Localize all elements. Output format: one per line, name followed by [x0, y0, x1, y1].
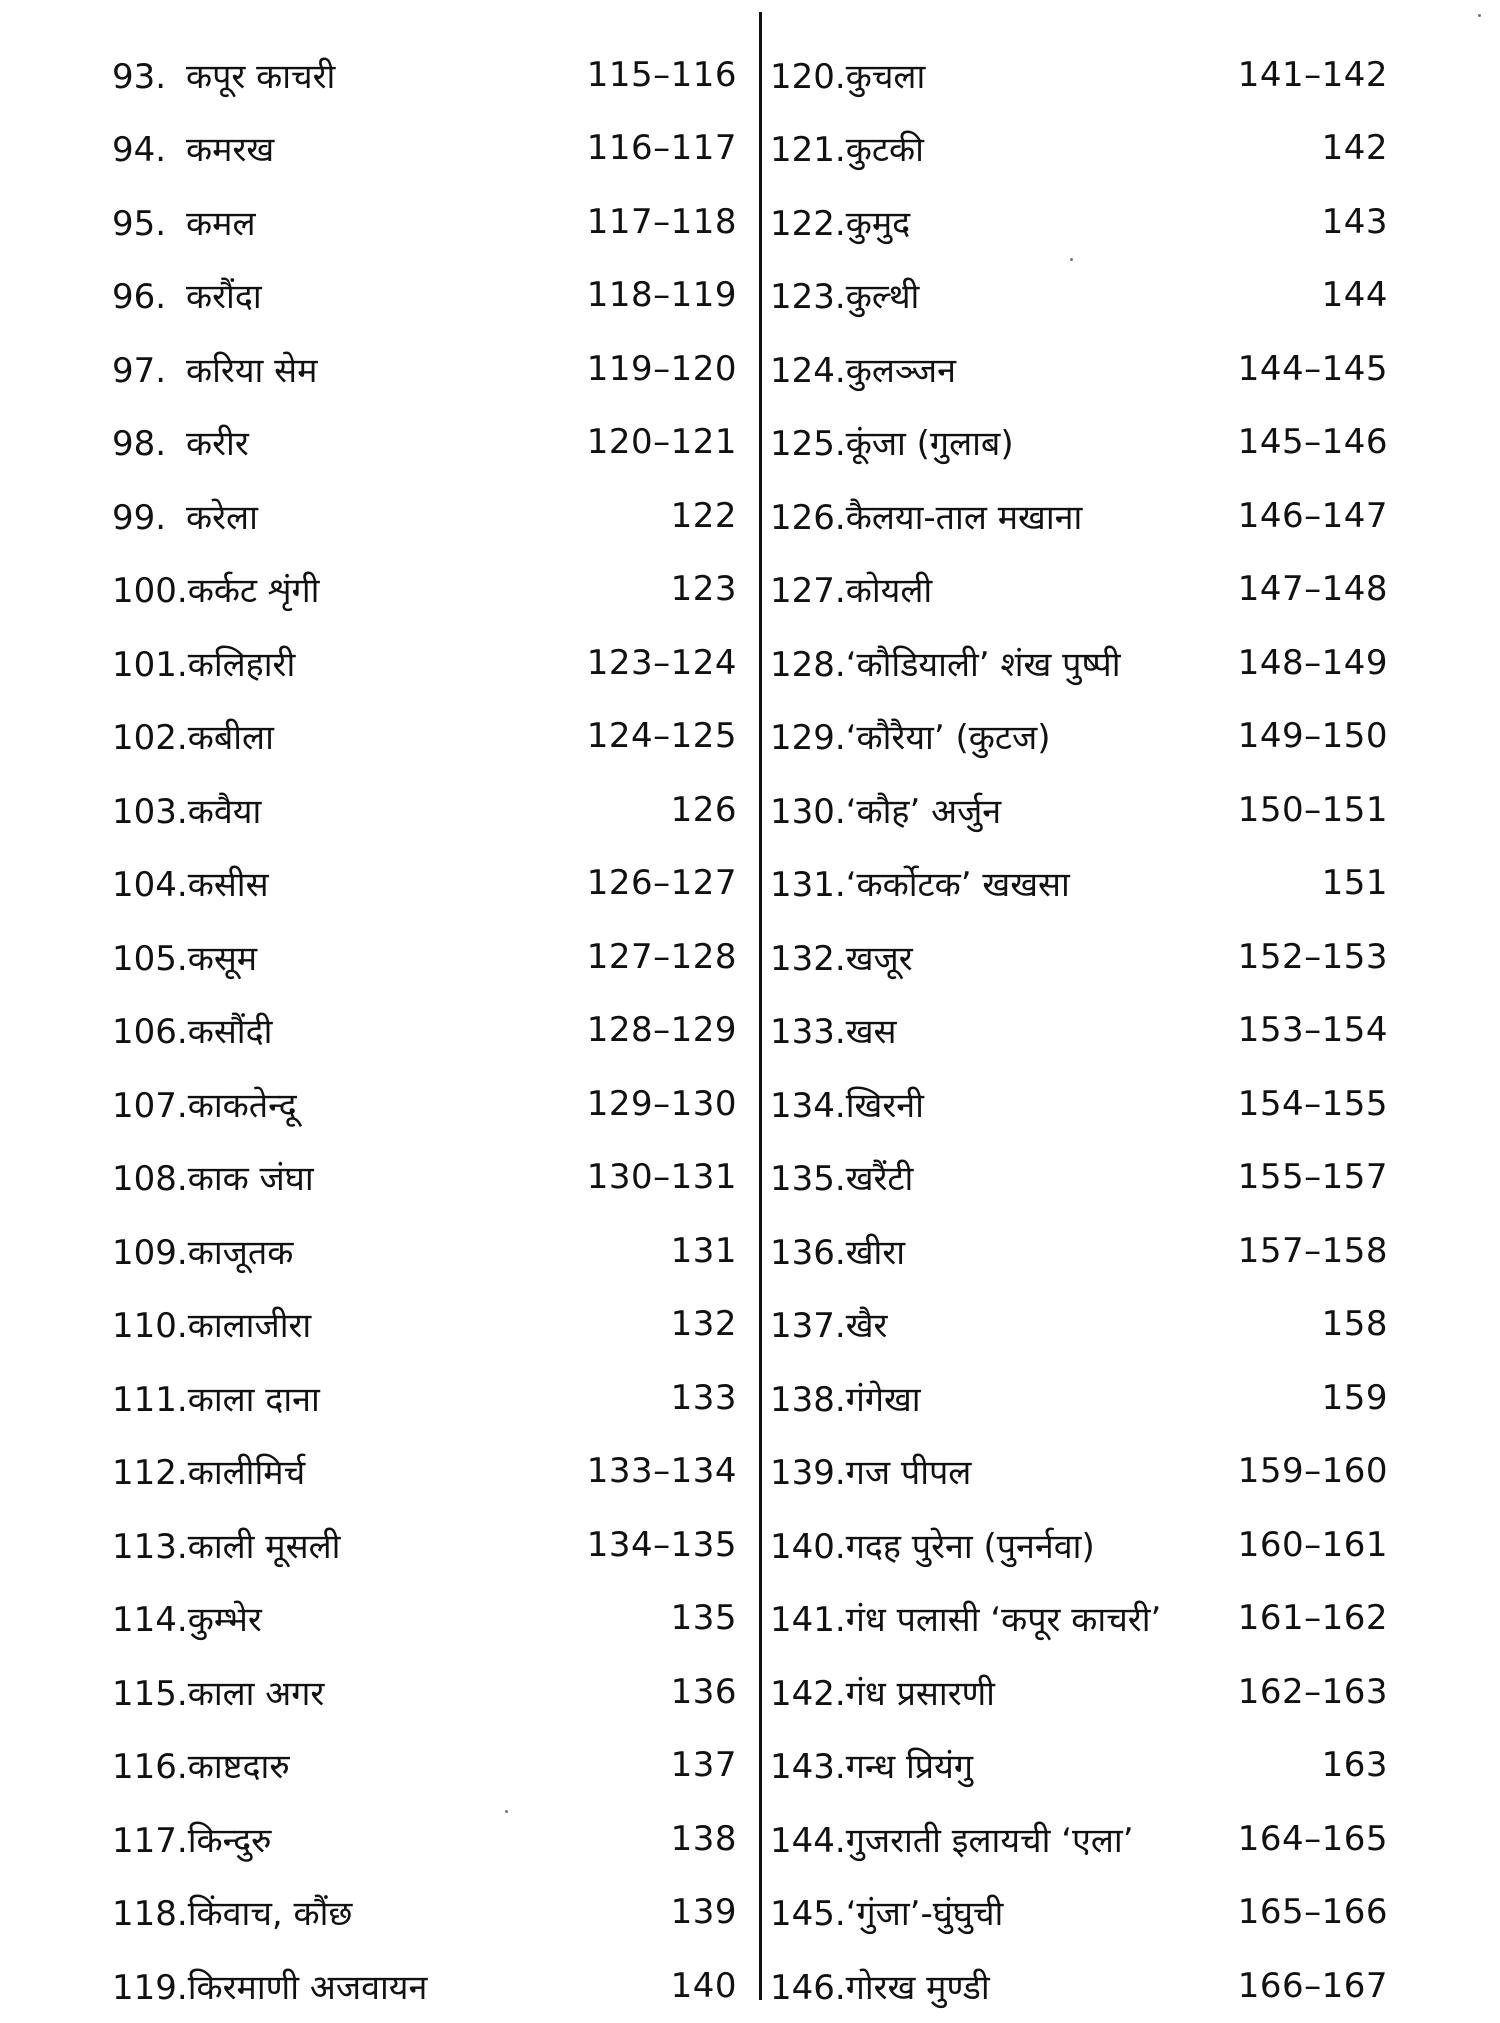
entry-name: कुम्भेर	[187, 1600, 262, 1641]
entry-number: 110.	[112, 1306, 188, 1347]
entry-title	[112, 419, 249, 465]
entry-title	[112, 787, 261, 833]
entry-number: 125.	[770, 424, 846, 465]
entry-name: किंवाच, कौंछ	[187, 1894, 353, 1935]
entry-number: 117.	[112, 1820, 188, 1861]
index-entry	[112, 626, 737, 700]
entry-number: 123.	[770, 277, 846, 318]
entry-number: 131.	[770, 865, 846, 906]
entry-name: कालाजीरा	[187, 1306, 312, 1347]
entry-title	[770, 1081, 924, 1127]
scan-speck	[1070, 258, 1073, 261]
index-entry	[770, 553, 1388, 627]
entry-number: 130.	[770, 791, 846, 832]
entry-name: कसीस	[187, 865, 269, 906]
index-entry	[112, 1288, 737, 1362]
index-entry	[112, 259, 737, 333]
index-entry	[112, 479, 737, 553]
left-index-column	[112, 38, 737, 2023]
entry-name: कूंजा (गुलाब)	[845, 424, 1014, 465]
entry-pages: 120–121	[586, 422, 737, 463]
index-entry	[770, 112, 1388, 186]
index-entry	[770, 1435, 1388, 1509]
entry-pages: 165–166	[1237, 1892, 1388, 1933]
entry-name: काजूतक	[187, 1232, 294, 1273]
entry-name: किरमाणी अजवायन	[187, 1967, 428, 2008]
index-entry	[770, 994, 1388, 1068]
entry-number: 102.	[112, 718, 188, 759]
entry-number: 137.	[770, 1306, 846, 1347]
entry-pages: 159	[1321, 1377, 1388, 1418]
entry-number: 145.	[770, 1894, 846, 1935]
entry-name: खैर	[845, 1306, 888, 1347]
entry-number: 115.	[112, 1673, 188, 1714]
entry-title	[112, 1081, 297, 1127]
entry-number: 98.	[112, 424, 167, 465]
entry-pages: 154–155	[1237, 1083, 1388, 1124]
entry-pages: 153–154	[1237, 1010, 1388, 1051]
entry-name: किन्दुरु	[187, 1820, 272, 1861]
index-entry	[770, 700, 1388, 774]
column-divider	[759, 12, 762, 2000]
entry-name: खीरा	[845, 1232, 906, 1273]
entry-pages: 124–125	[586, 716, 737, 757]
entry-number: 124.	[770, 350, 846, 391]
entry-pages: 122	[670, 495, 737, 536]
entry-number: 126.	[770, 497, 846, 538]
entry-pages: 155–157	[1237, 1157, 1388, 1198]
entry-title	[770, 640, 1121, 686]
index-entry	[112, 38, 737, 112]
index-entry	[770, 1214, 1388, 1288]
entry-pages: 119–120	[586, 348, 737, 389]
index-entry	[112, 1729, 737, 1803]
entry-title	[112, 125, 274, 171]
entry-number: 103.	[112, 791, 188, 832]
entry-title	[112, 1595, 262, 1641]
index-entry	[770, 1141, 1388, 1215]
index-entry	[112, 1361, 737, 1435]
entry-name: ‘गुंजा’-घुंघुची	[845, 1894, 1004, 1935]
entry-title	[770, 52, 925, 98]
entry-title	[770, 125, 924, 171]
index-entry	[770, 1288, 1388, 1362]
entry-pages: 131	[670, 1230, 737, 1271]
entry-title	[770, 1963, 990, 2009]
entry-title	[112, 272, 262, 318]
entry-title	[112, 934, 257, 980]
entry-title	[770, 1816, 1134, 1862]
entry-pages: 134–135	[586, 1524, 737, 1565]
entry-pages: 133	[670, 1377, 737, 1418]
entry-number: 96.	[112, 277, 167, 318]
entry-number: 101.	[112, 644, 188, 685]
index-entry	[770, 1876, 1388, 1950]
entry-pages: 163	[1321, 1745, 1388, 1786]
entry-title	[770, 1889, 1003, 1935]
index-entry	[770, 847, 1388, 921]
entry-name: खरैंटी	[845, 1159, 914, 1200]
entry-pages: 145–146	[1237, 422, 1388, 463]
index-entry	[112, 1067, 737, 1141]
entry-name: कसौंदी	[187, 1012, 273, 1053]
entry-number: 132.	[770, 938, 846, 979]
entry-number: 97.	[112, 350, 167, 391]
entry-pages: 123	[670, 569, 737, 610]
entry-pages: 152–153	[1237, 936, 1388, 977]
entry-number: 108.	[112, 1159, 188, 1200]
entry-pages: 147–148	[1237, 569, 1388, 610]
entry-name: कर्कट शृंगी	[187, 571, 320, 612]
entry-number: 122.	[770, 203, 846, 244]
entry-number: 105.	[112, 938, 188, 979]
index-entry	[112, 406, 737, 480]
entry-name: गोरख मुण्डी	[845, 1967, 990, 2008]
entry-title	[770, 1154, 913, 1200]
entry-title	[770, 1007, 897, 1053]
entry-pages: 141–142	[1237, 54, 1388, 95]
entry-name: कुचला	[845, 56, 926, 97]
entry-name: गंध प्रसारणी	[845, 1673, 995, 1714]
index-entry	[770, 406, 1388, 480]
entry-pages: 166–167	[1237, 1965, 1388, 2006]
entry-number: 144.	[770, 1820, 846, 1861]
entry-name: कुटकी	[845, 130, 924, 171]
entry-name: ‘कर्कोटक’ खखसा	[845, 865, 1070, 906]
entry-number: 136.	[770, 1232, 846, 1273]
entry-title	[112, 1301, 311, 1347]
entry-pages: 148–149	[1237, 642, 1388, 683]
entry-title	[770, 199, 910, 245]
index-entry	[770, 1802, 1388, 1876]
entry-pages: 132	[670, 1304, 737, 1345]
entry-number: 111.	[112, 1379, 188, 1420]
entry-title	[770, 860, 1070, 906]
entry-title	[112, 640, 295, 686]
entry-name: काली मूसली	[187, 1526, 341, 1567]
index-entry	[112, 1802, 737, 1876]
index-entry	[770, 1655, 1388, 1729]
entry-number: 106.	[112, 1012, 188, 1053]
entry-number: 142.	[770, 1673, 846, 1714]
entry-title	[770, 1375, 921, 1421]
entry-title	[112, 1742, 290, 1788]
entry-name: गदह पुरेना (पुनर्नवा)	[845, 1526, 1095, 1567]
index-entry	[112, 553, 737, 627]
entry-title	[112, 1448, 305, 1494]
index-entry	[112, 1582, 737, 1656]
entry-title	[112, 52, 335, 98]
entry-name: गुजराती इलायची ‘एला’	[845, 1820, 1134, 1861]
index-entry	[770, 259, 1388, 333]
entry-number: 146.	[770, 1967, 846, 2008]
entry-title	[770, 1228, 905, 1274]
entry-pages: 135	[670, 1598, 737, 1639]
entry-name: कमरख	[186, 130, 275, 171]
entry-number: 116.	[112, 1747, 188, 1788]
entry-title	[770, 1595, 1161, 1641]
entry-number: 140.	[770, 1526, 846, 1567]
entry-pages: 157–158	[1237, 1230, 1388, 1271]
index-entry	[770, 773, 1388, 847]
index-entry	[112, 332, 737, 406]
entry-pages: 160–161	[1237, 1524, 1388, 1565]
scan-speck	[505, 1810, 508, 1813]
entry-pages: 118–119	[586, 275, 737, 316]
entry-pages: 126–127	[586, 863, 737, 904]
index-entry	[112, 1508, 737, 1582]
entry-name: खस	[845, 1012, 897, 1053]
entry-pages: 146–147	[1237, 495, 1388, 536]
entry-name: ‘कौडियाली’ शंख पुष्पी	[845, 644, 1121, 685]
entry-pages: 143	[1321, 201, 1388, 242]
entry-name: करिया सेम	[186, 350, 318, 391]
entry-name: खजूर	[845, 938, 913, 979]
entry-pages: 142	[1321, 128, 1388, 169]
entry-name: गन्ध प्रियंगु	[845, 1747, 973, 1788]
entry-number: 107.	[112, 1085, 188, 1126]
entry-pages: 126	[670, 789, 737, 830]
entry-title	[770, 1522, 1095, 1568]
entry-title	[112, 1154, 314, 1200]
entry-name: काक जंघा	[187, 1159, 314, 1200]
entry-number: 128.	[770, 644, 846, 685]
entry-title	[770, 713, 1050, 759]
entry-title	[112, 1889, 352, 1935]
index-entry	[112, 920, 737, 994]
entry-number: 120.	[770, 56, 846, 97]
index-entry	[112, 700, 737, 774]
entry-name: कुमुद	[845, 203, 911, 244]
entry-title	[770, 1742, 973, 1788]
index-entry	[112, 773, 737, 847]
entry-name: करीर	[186, 424, 249, 465]
entry-name: ‘कौह’ अर्जुन	[845, 791, 1002, 832]
index-entry	[770, 1949, 1388, 2023]
index-entry	[770, 38, 1388, 112]
entry-pages: 123–124	[586, 642, 737, 683]
entry-title	[770, 493, 1082, 539]
entry-pages: 144–145	[1237, 348, 1388, 389]
entry-number: 95.	[112, 203, 167, 244]
index-entry	[770, 1067, 1388, 1141]
entry-name: कपूर काचरी	[186, 56, 336, 97]
scan-speck	[1478, 14, 1481, 17]
entry-title	[112, 1963, 427, 2009]
entry-name: कमल	[186, 203, 256, 244]
entry-number: 139.	[770, 1453, 846, 1494]
entry-number: 129.	[770, 718, 846, 759]
entry-title	[770, 934, 913, 980]
entry-number: 134.	[770, 1085, 846, 1126]
entry-number: 100.	[112, 571, 188, 612]
entry-title	[112, 346, 317, 392]
entry-name: कैलया-ताल मखाना	[845, 497, 1083, 538]
index-entry	[770, 1582, 1388, 1656]
entry-number: 113.	[112, 1526, 188, 1567]
index-entry	[112, 1435, 737, 1509]
entry-number: 94.	[112, 130, 167, 171]
right-index-column	[770, 38, 1388, 2023]
entry-title	[770, 419, 1014, 465]
entry-title	[112, 1375, 320, 1421]
index-entry	[112, 994, 737, 1068]
entry-title	[112, 566, 319, 612]
index-entry	[770, 1508, 1388, 1582]
index-entry	[770, 185, 1388, 259]
entry-title	[112, 1669, 324, 1715]
index-entry	[770, 332, 1388, 406]
entry-name: गंगेखा	[845, 1379, 921, 1420]
entry-pages: 161–162	[1237, 1598, 1388, 1639]
entry-pages: 151	[1321, 863, 1388, 904]
entry-number: 114.	[112, 1600, 188, 1641]
entry-title	[770, 566, 932, 612]
entry-pages: 144	[1321, 275, 1388, 316]
entry-title	[112, 1007, 272, 1053]
index-entry	[770, 479, 1388, 553]
index-entry	[112, 185, 737, 259]
entry-title	[112, 1522, 340, 1568]
entry-name: खिरनी	[845, 1085, 924, 1126]
entry-number: 138.	[770, 1379, 846, 1420]
entry-title	[770, 346, 956, 392]
entry-title	[770, 787, 1001, 833]
entry-name: गंध पलासी ‘कपूर काचरी’	[845, 1600, 1162, 1641]
entry-title	[112, 493, 258, 539]
entry-title	[112, 713, 274, 759]
entry-name: काकतेन्दू	[187, 1085, 297, 1126]
entry-name: कुलञ्जन	[845, 350, 956, 391]
entry-pages: 129–130	[586, 1083, 737, 1124]
entry-pages: 137	[670, 1745, 737, 1786]
entry-pages: 139	[670, 1892, 737, 1933]
entry-number: 104.	[112, 865, 188, 906]
entry-title	[770, 1448, 971, 1494]
entry-title	[770, 1669, 995, 1715]
entry-pages: 150–151	[1237, 789, 1388, 830]
entry-name: गज पीपल	[845, 1453, 972, 1494]
entry-pages: 158	[1321, 1304, 1388, 1345]
entry-pages: 138	[670, 1818, 737, 1859]
entry-name: काष्टदारु	[187, 1747, 290, 1788]
entry-pages: 115–116	[586, 54, 737, 95]
entry-name: कालीमिर्च	[187, 1453, 306, 1494]
index-entry	[112, 847, 737, 921]
index-entry	[770, 1361, 1388, 1435]
entry-number: 133.	[770, 1012, 846, 1053]
entry-name: ‘कौरैया’ (कुटज)	[845, 718, 1051, 759]
entry-name: कोयली	[845, 571, 933, 612]
entry-pages: 116–117	[586, 128, 737, 169]
entry-name: करेला	[186, 497, 258, 538]
index-entry	[112, 1655, 737, 1729]
entry-number: 143.	[770, 1747, 846, 1788]
entry-pages: 149–150	[1237, 716, 1388, 757]
entry-number: 93.	[112, 56, 167, 97]
entry-title	[112, 1816, 272, 1862]
entry-name: कवैया	[187, 791, 262, 832]
entry-name: कबीला	[187, 718, 274, 759]
entry-number: 119.	[112, 1967, 188, 2008]
entry-name: करौंदा	[186, 277, 262, 318]
entry-pages: 136	[670, 1671, 737, 1712]
entry-title	[770, 1301, 887, 1347]
entry-pages: 133–134	[586, 1451, 737, 1492]
entry-number: 141.	[770, 1600, 846, 1641]
entry-pages: 140	[670, 1965, 737, 2006]
entry-name: कलिहारी	[187, 644, 296, 685]
entry-name: कुल्थी	[845, 277, 920, 318]
index-entry	[770, 626, 1388, 700]
entry-pages: 164–165	[1237, 1818, 1388, 1859]
entry-pages: 162–163	[1237, 1671, 1388, 1712]
entry-title	[112, 199, 256, 245]
index-entry	[770, 1729, 1388, 1803]
index-entry	[112, 1949, 737, 2023]
entry-title	[112, 1228, 293, 1274]
entry-pages: 128–129	[586, 1010, 737, 1051]
index-entry	[112, 1214, 737, 1288]
entry-pages: 130–131	[586, 1157, 737, 1198]
index-entry	[112, 112, 737, 186]
entry-pages: 127–128	[586, 936, 737, 977]
index-entry	[770, 920, 1388, 994]
entry-pages: 117–118	[586, 201, 737, 242]
index-entry	[112, 1141, 737, 1215]
entry-number: 99.	[112, 497, 167, 538]
entry-title	[112, 860, 269, 906]
entry-number: 109.	[112, 1232, 188, 1273]
entry-name: काला अगर	[187, 1673, 325, 1714]
entry-number: 121.	[770, 130, 846, 171]
entry-name: कसूम	[187, 938, 258, 979]
entry-number: 112.	[112, 1453, 188, 1494]
index-entry	[112, 1876, 737, 1950]
entry-name: काला दाना	[187, 1379, 320, 1420]
entry-pages: 159–160	[1237, 1451, 1388, 1492]
entry-title	[770, 272, 919, 318]
entry-number: 127.	[770, 571, 846, 612]
entry-number: 118.	[112, 1894, 188, 1935]
entry-number: 135.	[770, 1159, 846, 1200]
